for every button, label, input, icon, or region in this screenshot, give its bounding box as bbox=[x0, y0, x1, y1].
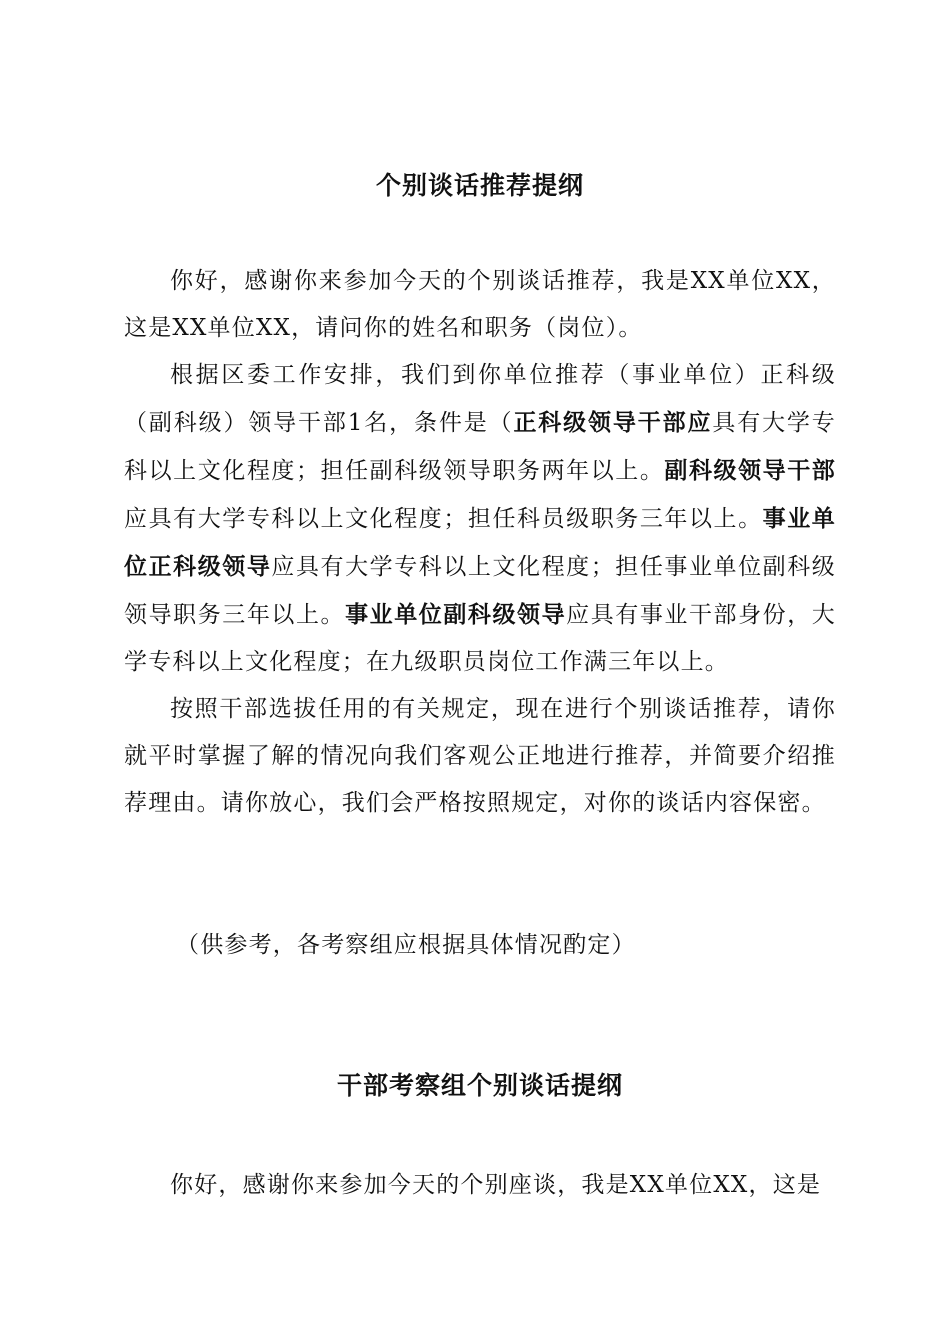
section2-paragraph-1: 你好，感谢你来参加今天的个别座谈，我是XX单位XX，这是 bbox=[170, 1172, 822, 1198]
section2-title: 干部考察组个别谈话提纲 bbox=[336, 1071, 623, 1100]
p2-text-1: 根据区委工作安排，我们到你单位推荐（事业单位）正科级（副科级）领导干部1名，条件是（ bbox=[124, 362, 836, 436]
section1-paragraph-3: 按照干部选拔任用的有关规定，现在进行个别谈话推荐，请你就平时掌握了解的情况向我们客观公正地进行推荐，并简要介绍推荐理由。请你放心，我们会严格按照规定，对你的谈话内容保密。 bbox=[124, 696, 836, 816]
p2-text-3: 应具有大学专科以上文化程度；担任科员级职务三年以上。 bbox=[124, 506, 763, 532]
reference-note: （供参考，各考察组应根据具体情况酌定） bbox=[176, 932, 636, 958]
section1-title: 个别谈话推荐提纲 bbox=[375, 171, 584, 200]
p2-bold-4: 事业单位副科级领导 bbox=[345, 601, 567, 628]
p2-text-2: 具有大学专科以上文化程度；担任副科级领导职务两年以上。 bbox=[124, 410, 836, 484]
p2-bold-3: 事业单位正科级领导 bbox=[124, 505, 836, 580]
p2-text-5: 应具有事业干部身份，大学专科以上文化程度；在九级职员岗位工作满三年以上。 bbox=[124, 602, 836, 675]
section1-body bbox=[124, 258, 836, 827]
section2-body bbox=[124, 1162, 836, 1209]
section1-paragraph-1: 你好，感谢你来参加今天的个别谈话推荐，我是XX单位XX，这是XX单位XX，请问你的姓名和职务（岗位）。 bbox=[124, 268, 836, 341]
section1-paragraph-2 bbox=[124, 352, 836, 686]
p2-bold-2: 副科级领导干部 bbox=[664, 457, 836, 484]
p2-text-4: 应具有大学专科以上文化程度；担任事业单位副科级领导职务三年以上。 bbox=[124, 554, 836, 628]
p2-bold-1: 正科级领导干部应 bbox=[513, 409, 713, 436]
